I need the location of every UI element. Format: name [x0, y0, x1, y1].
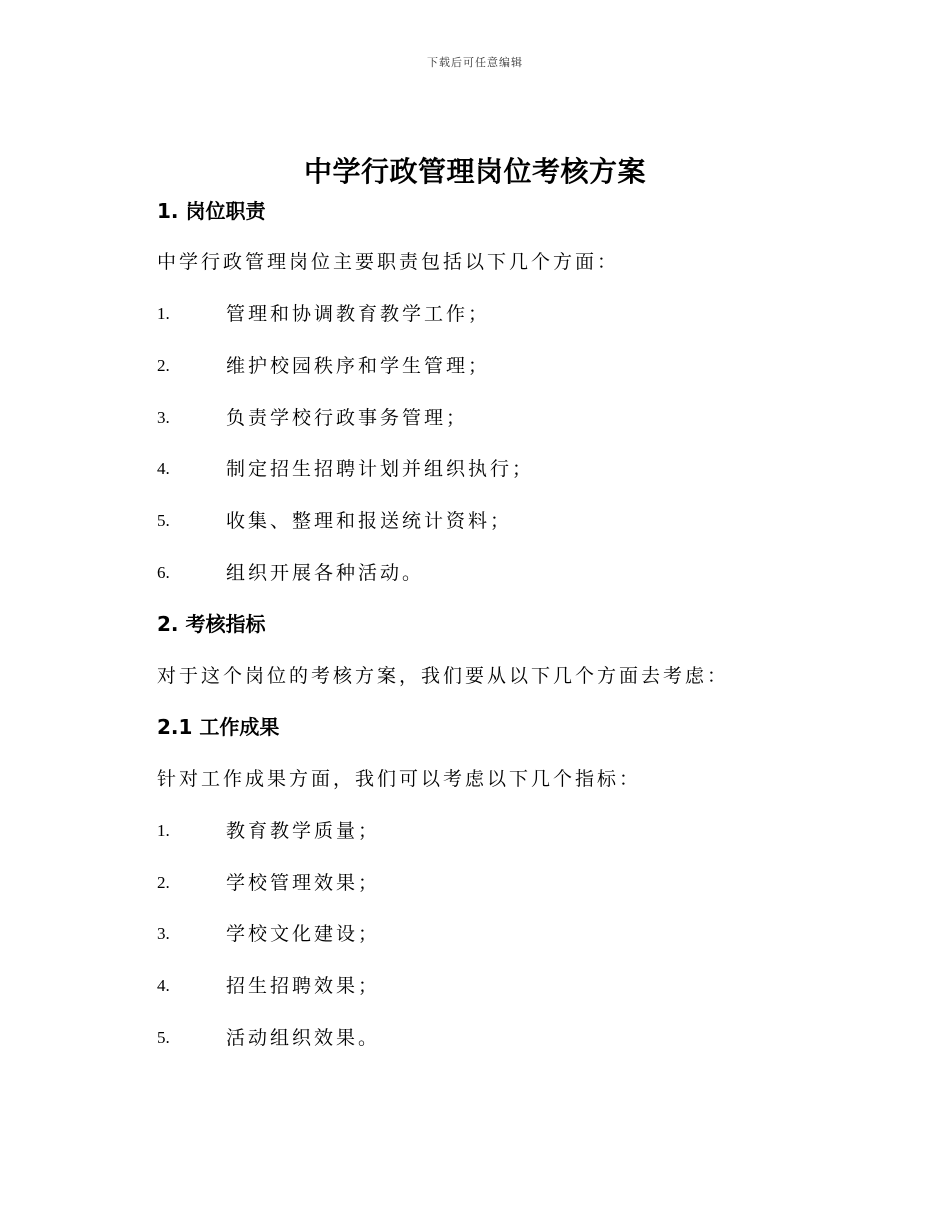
list-item-text: 学校文化建设；: [226, 923, 381, 945]
list-item-number: 5.: [157, 1028, 170, 1047]
section-intro-indicators: 对于这个岗位的考核方案，我们要从以下几个方面去考虑：: [157, 665, 730, 687]
list-item-text: 活动组织效果。: [226, 1027, 381, 1049]
list-item-number: 6.: [157, 563, 170, 582]
list-item-text: 招生招聘效果；: [226, 975, 381, 997]
list-item-text: 负责学校行政事务管理；: [226, 407, 469, 429]
list-item-number: 5.: [157, 511, 170, 530]
section-intro-work-results: 针对工作成果方面，我们可以考虑以下几个指标：: [157, 768, 642, 790]
list-item-number: 4.: [157, 459, 170, 478]
list-item-number: 3.: [157, 408, 170, 427]
list-item-text: 管理和协调教育教学工作；: [226, 303, 491, 325]
list-item-number: 2.: [157, 356, 170, 375]
list-item-text: 教育教学质量；: [226, 820, 381, 842]
section-heading-work-results: 2.1 工作成果: [157, 715, 280, 739]
list-item-text: 组织开展各种活动。: [226, 562, 425, 584]
section-heading-duties: 1. 岗位职责: [157, 199, 266, 223]
list-item-text: 学校管理效果；: [226, 872, 381, 894]
section-heading-indicators: 2. 考核指标: [157, 612, 266, 636]
list-item-number: 2.: [157, 873, 170, 892]
section-intro-duties: 中学行政管理岗位主要职责包括以下几个方面：: [157, 251, 620, 273]
header-note: 下载后可任意编辑: [427, 56, 523, 69]
page-title: 中学行政管理岗位考核方案: [303, 155, 646, 188]
list-item-number: 3.: [157, 924, 170, 943]
list-item-text: 制定招生招聘计划并组织执行；: [226, 458, 535, 480]
list-item-number: 1.: [157, 821, 170, 840]
list-item-number: 4.: [157, 976, 170, 995]
list-item-text: 收集、整理和报送统计资料；: [226, 510, 513, 532]
list-item-number: 1.: [157, 304, 170, 323]
list-item-text: 维护校园秩序和学生管理；: [226, 355, 491, 377]
